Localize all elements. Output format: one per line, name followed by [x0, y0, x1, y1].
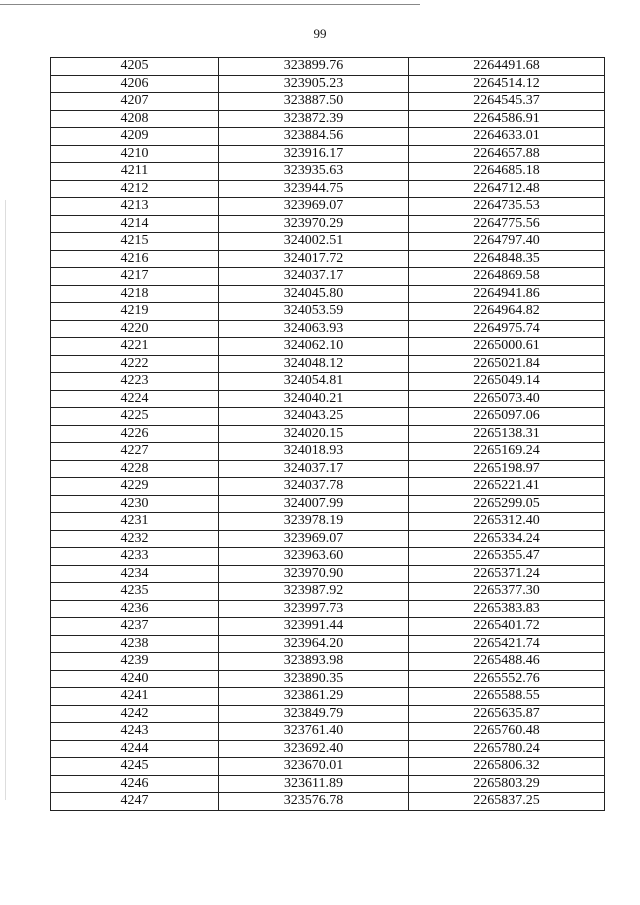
table-row [51, 600, 605, 618]
x-coordinate-cell: 324002.51 [219, 233, 409, 251]
point-number-cell: 4223 [51, 373, 219, 391]
y-coordinate-cell: 2265169.24 [409, 443, 605, 461]
y-coordinate-cell: 2265312.40 [409, 513, 605, 531]
x-coordinate-cell: 323970.29 [219, 215, 409, 233]
table-row [51, 180, 605, 198]
y-coordinate-cell: 2265377.30 [409, 583, 605, 601]
x-coordinate-cell: 324037.17 [219, 460, 409, 478]
point-number-cell: 4236 [51, 600, 219, 618]
table-row [51, 268, 605, 286]
y-coordinate-cell: 2265355.47 [409, 548, 605, 566]
table-row [51, 670, 605, 688]
x-coordinate-cell: 323905.23 [219, 75, 409, 93]
x-coordinate-cell: 323997.73 [219, 600, 409, 618]
y-coordinate-cell: 2264975.74 [409, 320, 605, 338]
x-coordinate-cell: 324043.25 [219, 408, 409, 426]
point-number-cell: 4207 [51, 93, 219, 111]
table-row [51, 285, 605, 303]
point-number-cell: 4243 [51, 723, 219, 741]
table-row [51, 233, 605, 251]
y-coordinate-cell: 2264964.82 [409, 303, 605, 321]
x-coordinate-cell: 323849.79 [219, 705, 409, 723]
x-coordinate-cell: 323861.29 [219, 688, 409, 706]
x-coordinate-cell: 323916.17 [219, 145, 409, 163]
table-row [51, 338, 605, 356]
x-coordinate-cell: 324063.93 [219, 320, 409, 338]
point-number-cell: 4234 [51, 565, 219, 583]
point-number-cell: 4245 [51, 758, 219, 776]
y-coordinate-cell: 2265401.72 [409, 618, 605, 636]
x-coordinate-cell: 323935.63 [219, 163, 409, 181]
point-number-cell: 4246 [51, 775, 219, 793]
y-coordinate-cell: 2265806.32 [409, 758, 605, 776]
x-coordinate-cell: 323978.19 [219, 513, 409, 531]
y-coordinate-cell: 2264869.58 [409, 268, 605, 286]
point-number-cell: 4214 [51, 215, 219, 233]
point-number-cell: 4212 [51, 180, 219, 198]
table-row [51, 58, 605, 76]
point-number-cell: 4229 [51, 478, 219, 496]
point-number-cell: 4205 [51, 58, 219, 76]
point-number-cell: 4216 [51, 250, 219, 268]
y-coordinate-cell: 2264586.91 [409, 110, 605, 128]
point-number-cell: 4209 [51, 128, 219, 146]
x-coordinate-cell: 324053.59 [219, 303, 409, 321]
point-number-cell: 4242 [51, 705, 219, 723]
point-number-cell: 4226 [51, 425, 219, 443]
y-coordinate-cell: 2264797.40 [409, 233, 605, 251]
point-number-cell: 4237 [51, 618, 219, 636]
y-coordinate-cell: 2265198.97 [409, 460, 605, 478]
y-coordinate-cell: 2265073.40 [409, 390, 605, 408]
x-coordinate-cell: 323899.76 [219, 58, 409, 76]
table-row [51, 705, 605, 723]
y-coordinate-cell: 2265780.24 [409, 740, 605, 758]
table-row [51, 198, 605, 216]
y-coordinate-cell: 2265488.46 [409, 653, 605, 671]
point-number-cell: 4210 [51, 145, 219, 163]
point-number-cell: 4206 [51, 75, 219, 93]
x-coordinate-cell: 324007.99 [219, 495, 409, 513]
y-coordinate-cell: 2264685.18 [409, 163, 605, 181]
point-number-cell: 4227 [51, 443, 219, 461]
y-coordinate-cell: 2265760.48 [409, 723, 605, 741]
y-coordinate-cell: 2265138.31 [409, 425, 605, 443]
x-coordinate-cell: 324062.10 [219, 338, 409, 356]
y-coordinate-cell: 2265049.14 [409, 373, 605, 391]
x-coordinate-cell: 324017.72 [219, 250, 409, 268]
table-row [51, 390, 605, 408]
point-number-cell: 4215 [51, 233, 219, 251]
y-coordinate-cell: 2264775.56 [409, 215, 605, 233]
table-row [51, 93, 605, 111]
y-coordinate-cell: 2265000.61 [409, 338, 605, 356]
y-coordinate-cell: 2265097.06 [409, 408, 605, 426]
point-number-cell: 4208 [51, 110, 219, 128]
y-coordinate-cell: 2265837.25 [409, 793, 605, 811]
y-coordinate-cell: 2264657.88 [409, 145, 605, 163]
x-coordinate-cell: 323884.56 [219, 128, 409, 146]
point-number-cell: 4221 [51, 338, 219, 356]
point-number-cell: 4222 [51, 355, 219, 373]
point-number-cell: 4219 [51, 303, 219, 321]
table-row [51, 355, 605, 373]
table-row [51, 163, 605, 181]
point-number-cell: 4238 [51, 635, 219, 653]
point-number-cell: 4240 [51, 670, 219, 688]
table-row [51, 425, 605, 443]
coordinates-table-body [51, 58, 605, 811]
y-coordinate-cell: 2265635.87 [409, 705, 605, 723]
point-number-cell: 4220 [51, 320, 219, 338]
x-coordinate-cell: 323576.78 [219, 793, 409, 811]
x-coordinate-cell: 323893.98 [219, 653, 409, 671]
y-coordinate-cell: 2265021.84 [409, 355, 605, 373]
point-number-cell: 4232 [51, 530, 219, 548]
table-row [51, 145, 605, 163]
table-row [51, 758, 605, 776]
table-row [51, 373, 605, 391]
x-coordinate-cell: 323964.20 [219, 635, 409, 653]
point-number-cell: 4228 [51, 460, 219, 478]
y-coordinate-cell: 2264712.48 [409, 180, 605, 198]
x-coordinate-cell: 323872.39 [219, 110, 409, 128]
table-row [51, 548, 605, 566]
table-row [51, 565, 605, 583]
table-row [51, 688, 605, 706]
x-coordinate-cell: 323611.89 [219, 775, 409, 793]
y-coordinate-cell: 2265588.55 [409, 688, 605, 706]
y-coordinate-cell: 2265421.74 [409, 635, 605, 653]
table-row [51, 128, 605, 146]
point-number-cell: 4217 [51, 268, 219, 286]
y-coordinate-cell: 2265334.24 [409, 530, 605, 548]
y-coordinate-cell: 2265552.76 [409, 670, 605, 688]
table-row [51, 408, 605, 426]
x-coordinate-cell: 323944.75 [219, 180, 409, 198]
table-row [51, 513, 605, 531]
point-number-cell: 4213 [51, 198, 219, 216]
x-coordinate-cell: 323969.07 [219, 530, 409, 548]
table-row [51, 775, 605, 793]
table-row [51, 250, 605, 268]
y-coordinate-cell: 2264545.37 [409, 93, 605, 111]
table-row [51, 723, 605, 741]
table-row [51, 303, 605, 321]
table-row [51, 110, 605, 128]
x-coordinate-cell: 323987.92 [219, 583, 409, 601]
x-coordinate-cell: 323670.01 [219, 758, 409, 776]
table-row [51, 583, 605, 601]
y-coordinate-cell: 2265371.24 [409, 565, 605, 583]
y-coordinate-cell: 2264633.01 [409, 128, 605, 146]
point-number-cell: 4239 [51, 653, 219, 671]
table-row [51, 740, 605, 758]
table-row [51, 618, 605, 636]
point-number-cell: 4230 [51, 495, 219, 513]
x-coordinate-cell: 323991.44 [219, 618, 409, 636]
point-number-cell: 4241 [51, 688, 219, 706]
x-coordinate-cell: 324020.15 [219, 425, 409, 443]
y-coordinate-cell: 2264491.68 [409, 58, 605, 76]
y-coordinate-cell: 2264848.35 [409, 250, 605, 268]
y-coordinate-cell: 2265383.83 [409, 600, 605, 618]
x-coordinate-cell: 324037.78 [219, 478, 409, 496]
y-coordinate-cell: 2264941.86 [409, 285, 605, 303]
point-number-cell: 4224 [51, 390, 219, 408]
table-row [51, 460, 605, 478]
x-coordinate-cell: 323761.40 [219, 723, 409, 741]
y-coordinate-cell: 2265221.41 [409, 478, 605, 496]
point-number-cell: 4231 [51, 513, 219, 531]
x-coordinate-cell: 324018.93 [219, 443, 409, 461]
x-coordinate-cell: 323963.60 [219, 548, 409, 566]
table-row [51, 793, 605, 811]
y-coordinate-cell: 2265299.05 [409, 495, 605, 513]
x-coordinate-cell: 324045.80 [219, 285, 409, 303]
point-number-cell: 4225 [51, 408, 219, 426]
table-row [51, 215, 605, 233]
x-coordinate-cell: 324054.81 [219, 373, 409, 391]
x-coordinate-cell: 323890.35 [219, 670, 409, 688]
table-row [51, 443, 605, 461]
page-number: 99 [313, 26, 327, 41]
x-coordinate-cell: 324037.17 [219, 268, 409, 286]
table-row [51, 75, 605, 93]
table-row [51, 653, 605, 671]
x-coordinate-cell: 323969.07 [219, 198, 409, 216]
point-number-cell: 4218 [51, 285, 219, 303]
point-number-cell: 4211 [51, 163, 219, 181]
y-coordinate-cell: 2265803.29 [409, 775, 605, 793]
point-number-cell: 4247 [51, 793, 219, 811]
table-row [51, 478, 605, 496]
y-coordinate-cell: 2264735.53 [409, 198, 605, 216]
y-coordinate-cell: 2264514.12 [409, 75, 605, 93]
table-row [51, 495, 605, 513]
table-row [51, 320, 605, 338]
scan-edge [5, 200, 6, 800]
x-coordinate-cell: 324048.12 [219, 355, 409, 373]
top-rule [0, 4, 420, 5]
point-number-cell: 4233 [51, 548, 219, 566]
coordinates-table [50, 57, 605, 811]
x-coordinate-cell: 323887.50 [219, 93, 409, 111]
x-coordinate-cell: 323970.90 [219, 565, 409, 583]
x-coordinate-cell: 324040.21 [219, 390, 409, 408]
x-coordinate-cell: 323692.40 [219, 740, 409, 758]
point-number-cell: 4235 [51, 583, 219, 601]
point-number-cell: 4244 [51, 740, 219, 758]
table-row [51, 530, 605, 548]
table-row [51, 635, 605, 653]
